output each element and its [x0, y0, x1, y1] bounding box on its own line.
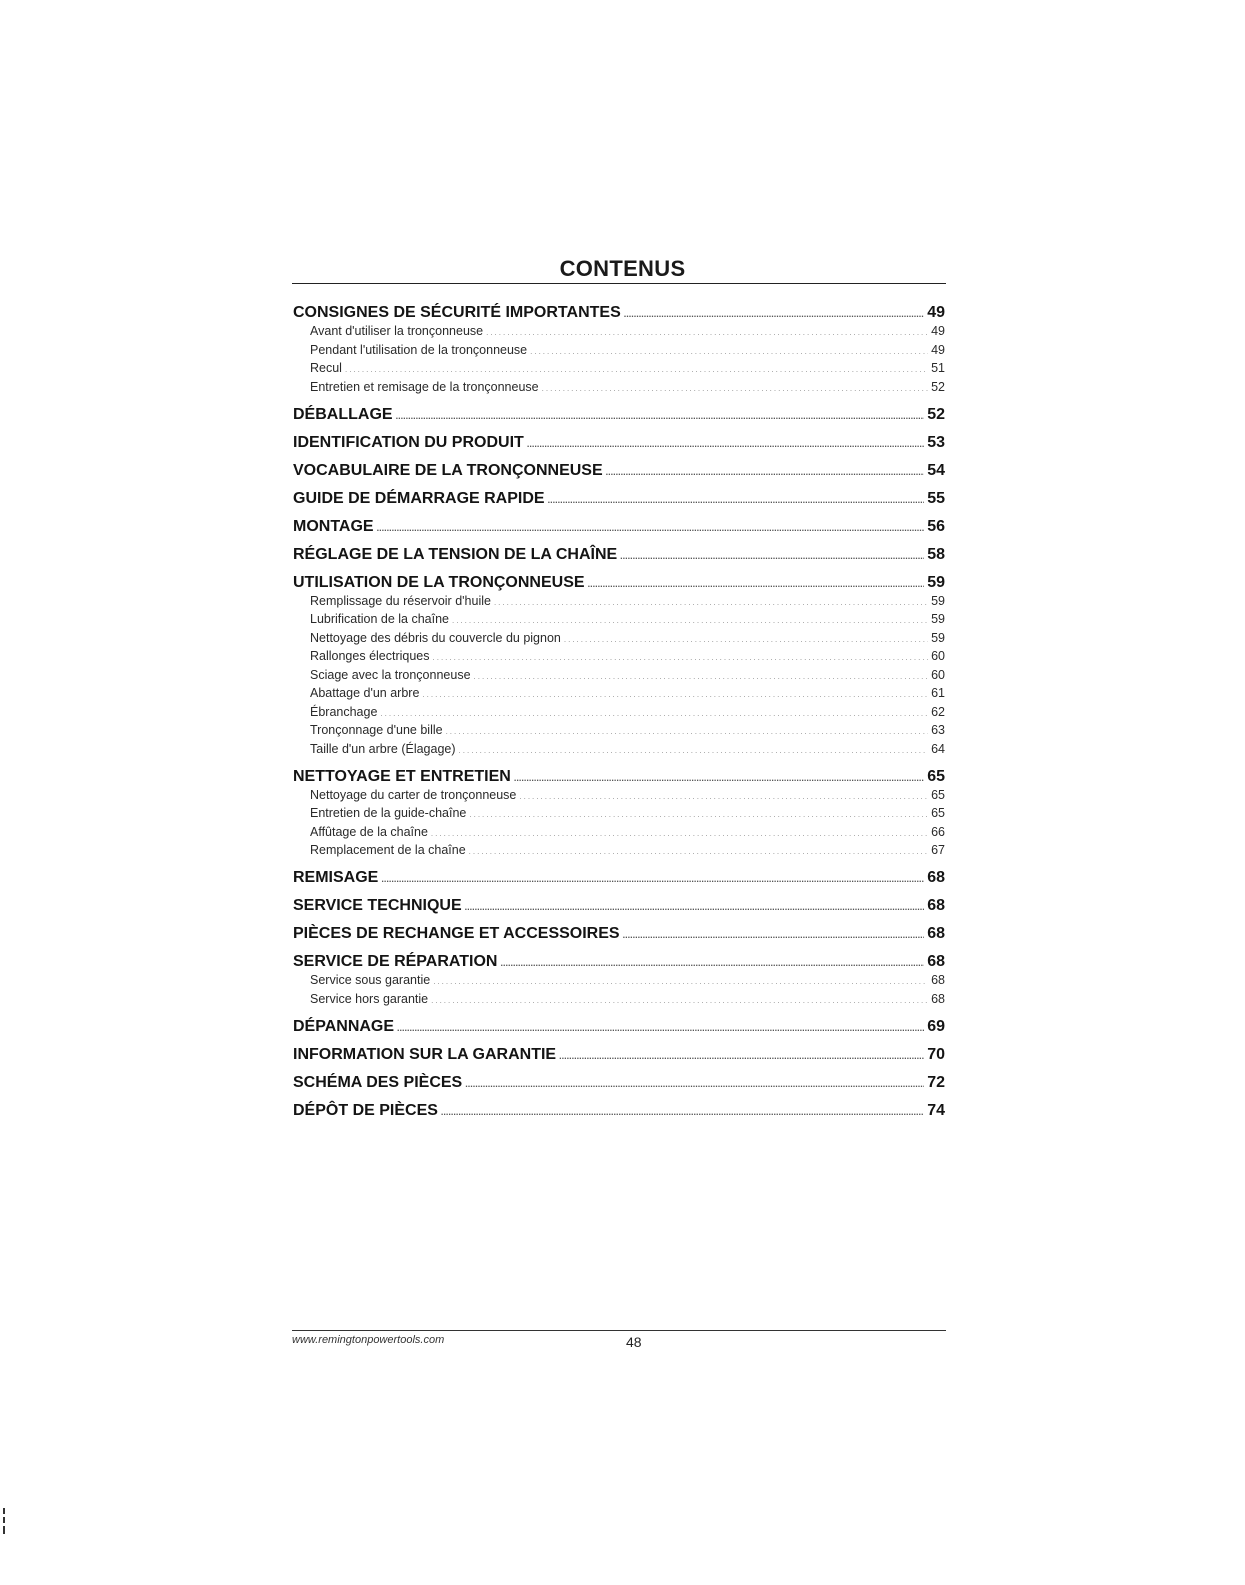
toc-section: [293, 1046, 945, 1074]
toc-section: [293, 768, 945, 788]
toc-subsection: [293, 992, 945, 1018]
toc-section: [293, 1102, 945, 1130]
dot-leader: [396, 407, 925, 425]
toc-section-page: 69: [927, 1017, 945, 1035]
dot-leader: [624, 305, 924, 323]
toc-section-page: 53: [927, 433, 945, 451]
toc-subsection-page: 59: [931, 612, 945, 626]
toc-subsection-label: Nettoyage du carter de tronçonneuse: [310, 787, 517, 802]
dot-leader: [620, 547, 924, 565]
dot-leader: [431, 826, 928, 841]
toc-subsection-label: Nettoyage des débris du couvercle du pignon: [310, 630, 561, 645]
toc-subsection: [293, 705, 945, 724]
dot-leader: [519, 789, 928, 804]
toc-subsection-label: Tronçonnage d'une bille: [310, 723, 443, 737]
toc-subsection: [293, 631, 945, 650]
footer-divider: [292, 1330, 946, 1331]
toc-section-label: GUIDE DE DÉMARRAGE RAPIDE: [293, 489, 545, 507]
toc-section-label: UTILISATION DE LA TRONÇONNEUSE: [293, 573, 585, 591]
toc-section-page: 52: [927, 405, 945, 423]
dot-leader: [606, 463, 925, 481]
toc-section-label: SERVICE TECHNIQUE: [293, 897, 462, 914]
toc-subsection: [293, 649, 945, 668]
toc-subsection-label: Entretien et remisage de la tronçonneuse: [310, 379, 539, 394]
toc-section: [293, 490, 945, 518]
toc-section: [293, 953, 945, 973]
toc-subsection: [293, 594, 945, 613]
toc-subsection-page: 64: [931, 741, 945, 756]
toc-section-label: VOCABULAIRE DE LA TRONÇONNEUSE: [293, 461, 603, 479]
dot-leader: [623, 926, 925, 944]
toc-section-label: DÉPÔT DE PIÈCES: [293, 1101, 438, 1119]
toc-section-page: 70: [927, 1045, 945, 1063]
toc-subsection-label: Rallonges électriques: [310, 649, 430, 663]
dot-leader: [446, 724, 929, 739]
toc-subsection: [293, 668, 945, 687]
toc-subsection-label: Service hors garantie: [310, 991, 429, 1006]
toc-section: [293, 925, 945, 953]
toc-section-label: IDENTIFICATION DU PRODUIT: [293, 433, 524, 451]
dot-leader: [559, 1047, 924, 1065]
toc-section: [293, 462, 945, 490]
dot-leader: [564, 632, 928, 647]
dot-leader: [500, 954, 924, 972]
toc-section-page: 59: [927, 573, 945, 591]
toc-section: [293, 869, 945, 897]
toc-section-label: DÉPANNAGE: [293, 1017, 395, 1035]
dot-leader: [433, 974, 928, 989]
toc-subsection: [293, 843, 945, 869]
toc-section-label: PIÈCES DE RECHANGE ET ACCESSOIRES: [293, 925, 620, 942]
toc-subsection: [293, 723, 945, 742]
toc-section: [293, 1018, 945, 1046]
dot-leader: [542, 381, 928, 396]
dot-leader: [422, 687, 928, 702]
dot-leader: [474, 669, 929, 684]
toc-subsection-label: Avant d'utiliser la tronçonneuse: [310, 324, 484, 338]
dot-leader: [469, 844, 928, 859]
toc-section: [293, 434, 945, 462]
dot-leader: [465, 898, 925, 916]
title-divider: [292, 283, 946, 284]
toc-section-label: NETTOYAGE ET ENTRETIEN: [293, 767, 511, 785]
toc-section-page: 68: [927, 897, 945, 914]
toc-section-page: 49: [927, 304, 945, 321]
toc-section-label: CONSIGNES DE SÉCURITÉ IMPORTANTES: [293, 304, 621, 321]
toc-subsection-page: 61: [931, 686, 945, 700]
toc-subsection-label: Service sous garantie: [310, 973, 431, 987]
toc-subsection: [293, 380, 945, 406]
dot-leader: [514, 769, 924, 787]
toc-section-page: 54: [927, 461, 945, 479]
footer-page-number: 48: [626, 1334, 642, 1350]
dot-leader: [459, 743, 929, 758]
dot-leader: [433, 650, 929, 665]
dot-leader: [494, 595, 928, 610]
toc-subsection-label: Lubrification de la chaîne: [310, 612, 449, 626]
toc-subsection-page: 66: [931, 824, 945, 839]
dot-leader: [431, 993, 928, 1008]
toc-subsection-page: 68: [931, 991, 945, 1006]
toc-subsection: [293, 324, 945, 343]
toc-section-label: MONTAGE: [293, 517, 374, 535]
dot-leader: [345, 362, 928, 377]
toc-subsection: [293, 343, 945, 362]
dot-leader: [486, 325, 928, 340]
footer-url: www.remingtonpowertools.com: [292, 1334, 445, 1346]
toc-subsection: [293, 973, 945, 992]
toc-section-label: SERVICE DE RÉPARATION: [293, 953, 498, 970]
toc-section: [293, 518, 945, 546]
toc-section-page: 74: [927, 1101, 945, 1119]
dot-leader: [527, 435, 924, 453]
toc-subsection: [293, 825, 945, 844]
scan-artifact-mark: [2, 1508, 6, 1534]
toc-section: [293, 1074, 945, 1102]
toc-section-page: 56: [927, 517, 945, 535]
toc-subsection-page: 65: [931, 806, 945, 820]
toc-subsection-page: 68: [931, 973, 945, 987]
toc-section-page: 72: [927, 1073, 945, 1091]
toc-section-label: RÉGLAGE DE LA TENSION DE LA CHAÎNE: [293, 545, 618, 563]
toc-subsection: [293, 612, 945, 631]
table-of-contents: [293, 304, 945, 1130]
toc-section: [293, 304, 945, 324]
toc-subsection: [293, 686, 945, 705]
toc-subsection-page: 67: [931, 843, 945, 857]
toc-section: [293, 574, 945, 594]
dot-leader: [530, 344, 928, 359]
toc-subsection-page: 62: [931, 704, 945, 719]
toc-section-page: 68: [927, 953, 945, 970]
toc-subsection-page: 51: [931, 361, 945, 375]
toc-subsection-page: 59: [931, 630, 945, 645]
dot-leader: [397, 1019, 924, 1037]
toc-subsection-page: 52: [931, 379, 945, 394]
dot-leader: [465, 1075, 924, 1093]
toc-subsection-label: Pendant l'utilisation de la tronçonneuse: [310, 342, 528, 357]
toc-section-label: INFORMATION SUR LA GARANTIE: [293, 1045, 557, 1063]
toc-subsection-page: 49: [931, 324, 945, 338]
toc-subsection-page: 59: [931, 593, 945, 608]
toc-subsection-page: 49: [931, 342, 945, 357]
toc-subsection-page: 60: [931, 667, 945, 682]
toc-subsection-label: Sciage avec la tronçonneuse: [310, 667, 471, 682]
toc-subsection-label: Remplissage du réservoir d'huile: [310, 593, 491, 608]
toc-subsection-label: Recul: [310, 361, 342, 375]
toc-section-page: 68: [927, 869, 945, 886]
toc-section-label: REMISAGE: [293, 869, 379, 886]
toc-subsection-label: Taille d'un arbre (Élagage): [310, 741, 456, 756]
toc-subsection-label: Remplacement de la chaîne: [310, 843, 466, 857]
toc-section-page: 68: [927, 925, 945, 942]
toc-section-page: 58: [927, 545, 945, 563]
toc-section-page: 55: [927, 489, 945, 507]
dot-leader: [441, 1103, 924, 1121]
dot-leader: [377, 519, 925, 537]
dot-leader: [452, 613, 928, 628]
toc-subsection-label: Abattage d'un arbre: [310, 686, 420, 700]
toc-subsection-label: Ébranchage: [310, 704, 378, 719]
toc-subsection-label: Entretien de la guide-chaîne: [310, 806, 467, 820]
toc-subsection-page: 60: [931, 649, 945, 663]
toc-subsection-page: 63: [931, 723, 945, 737]
dot-leader: [381, 870, 924, 888]
toc-section-label: DÉBALLAGE: [293, 405, 393, 423]
toc-section-label: SCHÉMA DES PIÈCES: [293, 1073, 463, 1091]
toc-subsection: [293, 361, 945, 380]
dot-leader: [380, 706, 928, 721]
toc-subsection: [293, 742, 945, 768]
toc-subsection-page: 65: [931, 787, 945, 802]
toc-section: [293, 897, 945, 925]
toc-subsection-label: Affûtage de la chaîne: [310, 824, 428, 839]
toc-subsection: [293, 788, 945, 807]
toc-section: [293, 406, 945, 434]
toc-section-page: 65: [927, 767, 945, 785]
dot-leader: [469, 807, 928, 822]
dot-leader: [588, 575, 925, 593]
toc-subsection: [293, 806, 945, 825]
dot-leader: [548, 491, 925, 509]
page-title: CONTENUS: [559, 256, 686, 281]
toc-section: [293, 546, 945, 574]
